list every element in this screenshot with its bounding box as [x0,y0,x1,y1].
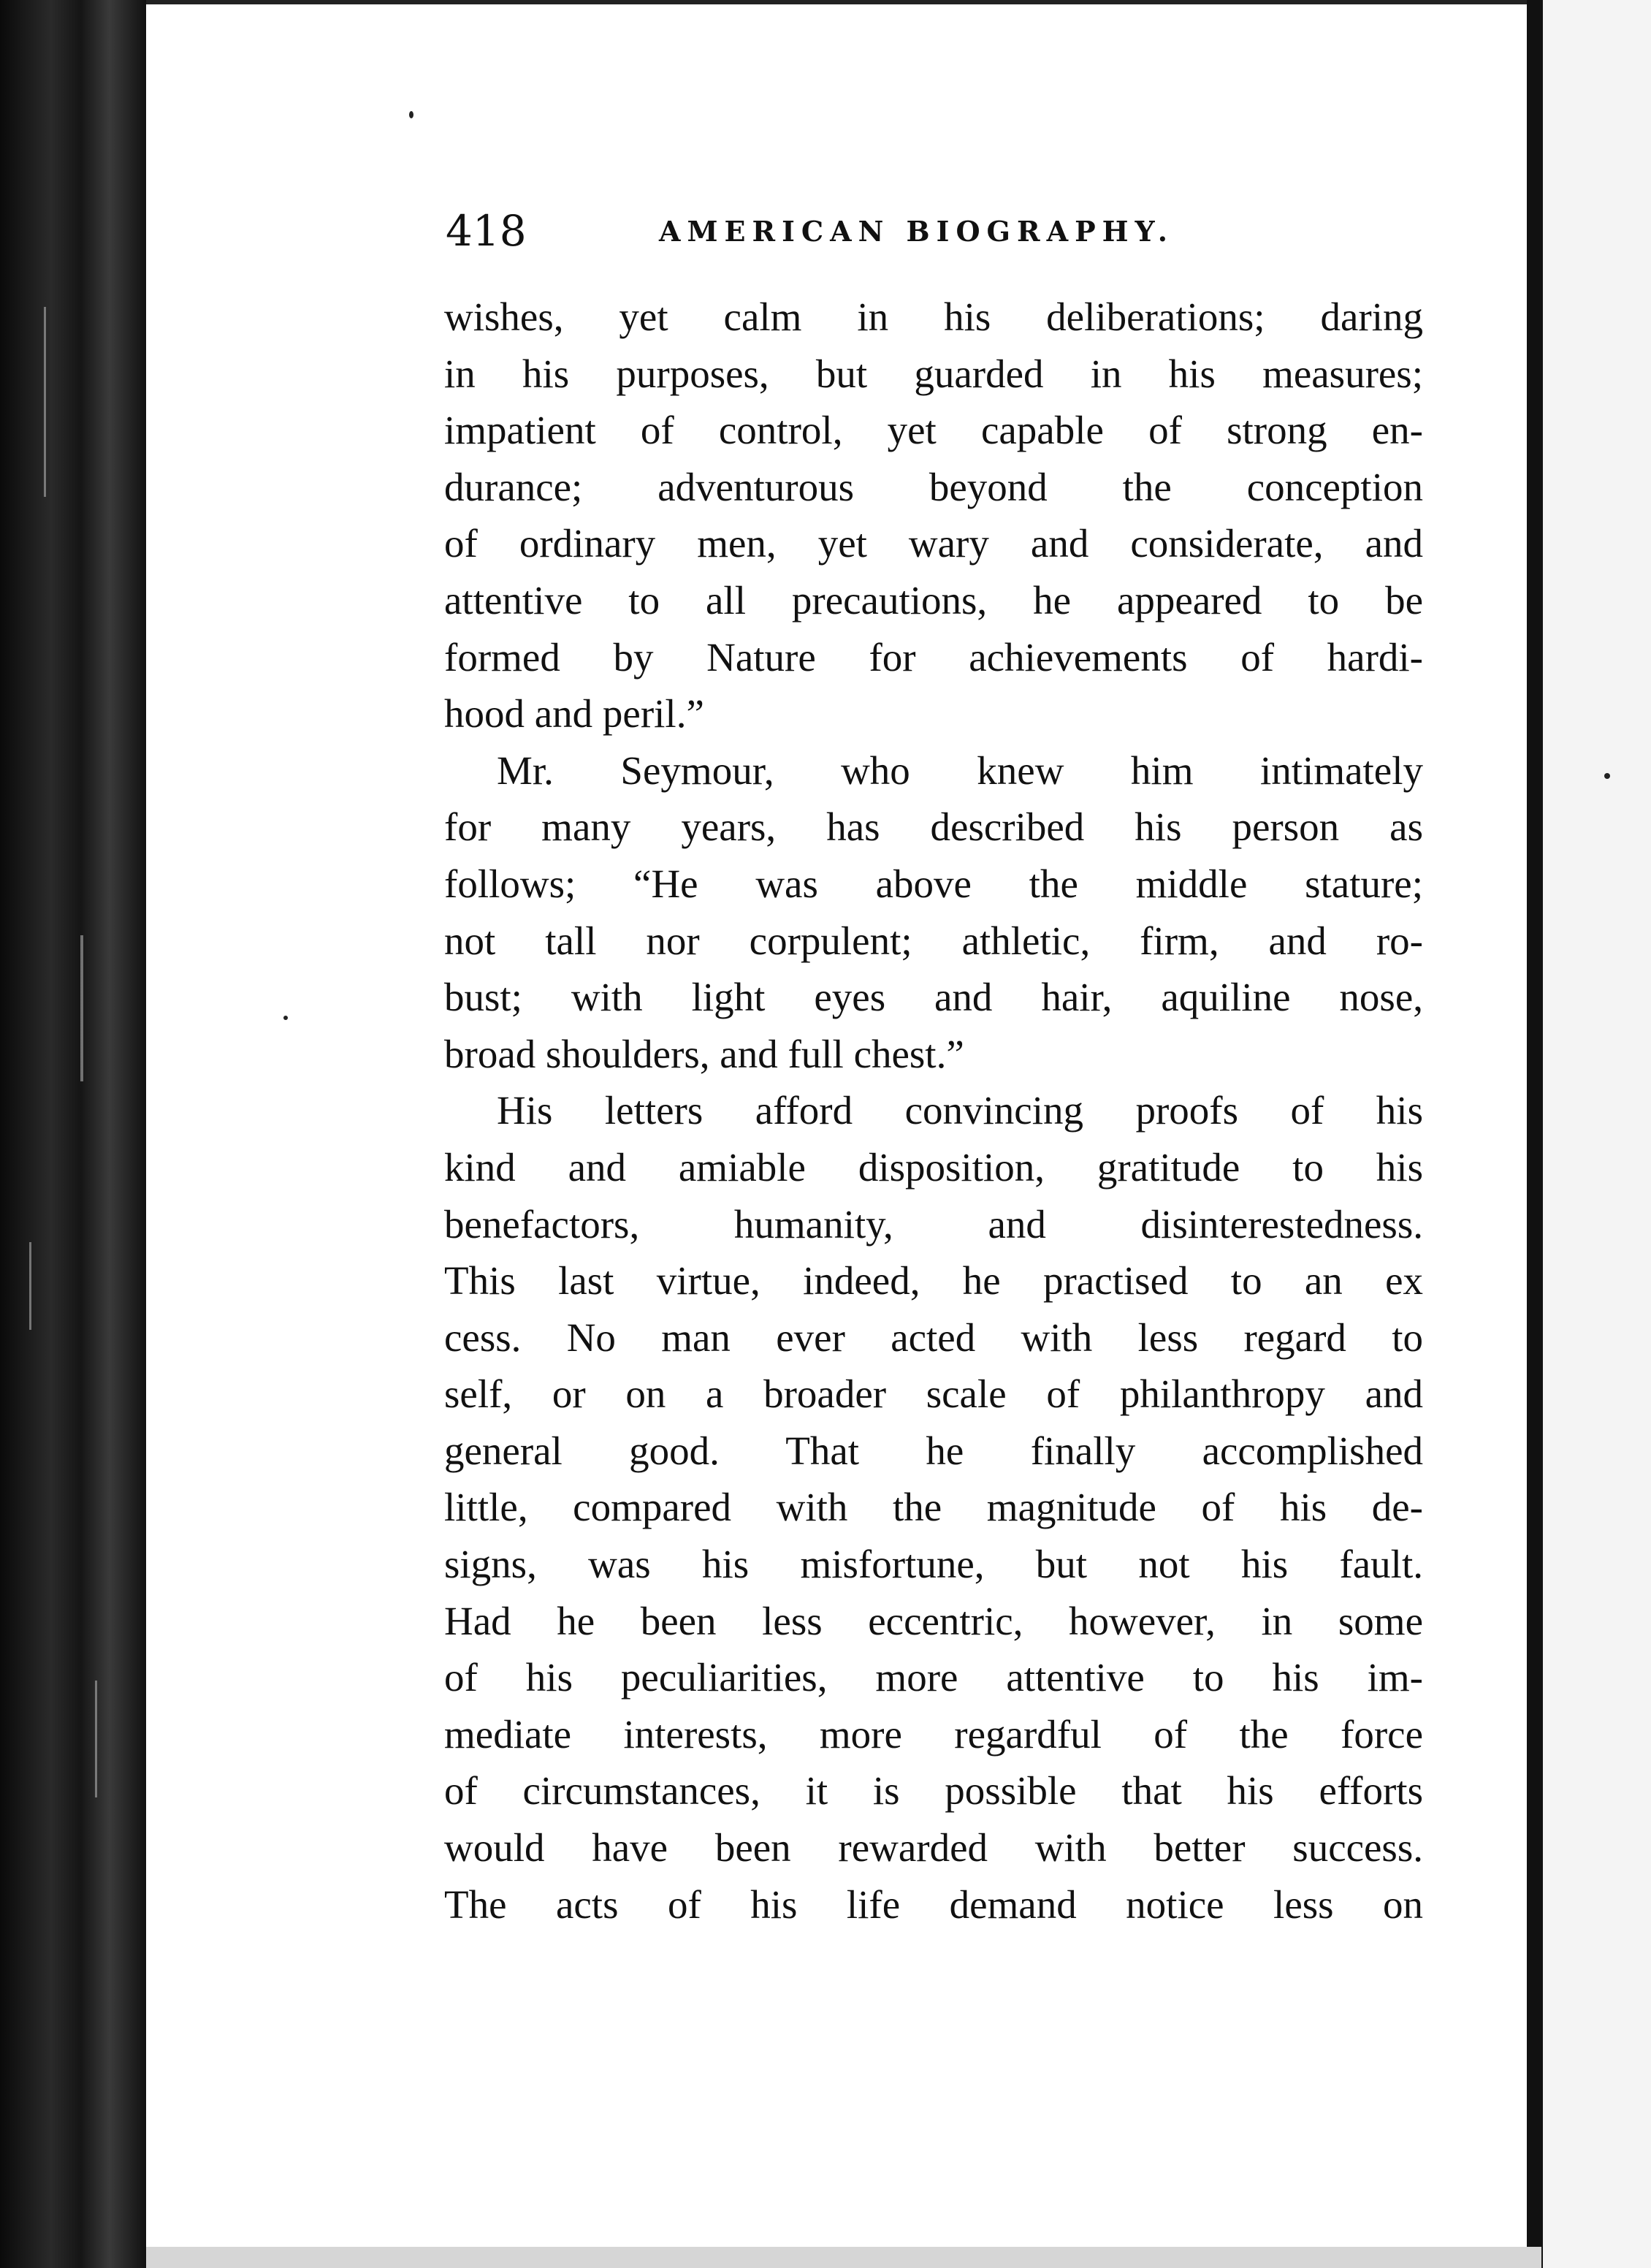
text-line: durance; adventurous beyond the conception [444,464,1423,509]
text-line: mediate interests, more regardful of the force [444,1711,1423,1757]
speck [409,111,413,118]
text-line: cess. No man ever acted with less regard to [444,1314,1423,1360]
text-line: benefactors, humanity, and disinterestedness. [444,1201,1423,1247]
spine-scratch [80,935,83,1081]
text-line: not tall nor corpulent; athletic, firm, and ro- [444,918,1423,963]
text-line: impatient of control, yet capable of strong en- [444,408,1423,453]
text-line: in his purposes, but guarded in his measures; [444,351,1423,396]
text-line: general good. That he finally accomplished [444,1428,1423,1473]
spine-scratch [29,1242,31,1330]
text-line: for many years, has described his person as [444,804,1423,850]
text-line: Mr. Seymour, who knew him intimately [497,747,1423,793]
text-line: of ordinary men, yet wary and considerate, and [444,521,1423,566]
text-line: wishes, yet calm in his deliberations; daring [444,294,1423,339]
text-line: bust; with light eyes and hair, aquiline nose, [444,975,1423,1020]
text-line: Had he been less eccentric, however, in some [444,1598,1423,1643]
text-line: His letters afford convincing proofs of his [497,1088,1423,1133]
spine-scratch [44,307,46,497]
text-line: hood and peril.” [444,691,704,737]
text-line: broad shoulders, and full chest.” [444,1031,964,1076]
page-right-edge [1527,0,1543,2268]
body-text [444,289,1423,1933]
text-line: This last virtue, indeed, he practised to an ex [444,1258,1423,1304]
speck [283,1016,288,1020]
text-line: formed by Nature for achievements of hardi- [444,634,1423,680]
text-line: would have been rewarded with better success. [444,1825,1423,1871]
text-line: little, compared with the magnitude of his de- [444,1485,1423,1530]
text-line: The acts of his life demand notice less on [444,1881,1423,1927]
running-title: AMERICAN BIOGRAPHY. [659,215,1175,248]
adjacent-page-strip [1543,0,1651,2268]
page-top-edge [146,0,1541,4]
text-line: of circumstances, it is possible that his efforts [444,1768,1423,1814]
speck [1604,773,1610,779]
text-line: kind and amiable disposition, gratitude to his [444,1144,1423,1190]
text-line: signs, was his misfortune, but not his fault. [444,1542,1423,1587]
text-line: of his peculiarities, more attentive to his im- [444,1655,1423,1700]
page-header [446,206,1432,265]
text-line: attentive to all precautions, he appeared to be [444,577,1423,623]
page-bottom-edge [146,2247,1541,2268]
book-spine [0,0,146,2268]
text-line: follows; “He was above the middle stature; [444,861,1423,906]
text-line: self, or on a broader scale of philanthropy and [444,1371,1423,1417]
page-number: 418 [446,206,527,256]
spine-scratch [95,1681,97,1797]
